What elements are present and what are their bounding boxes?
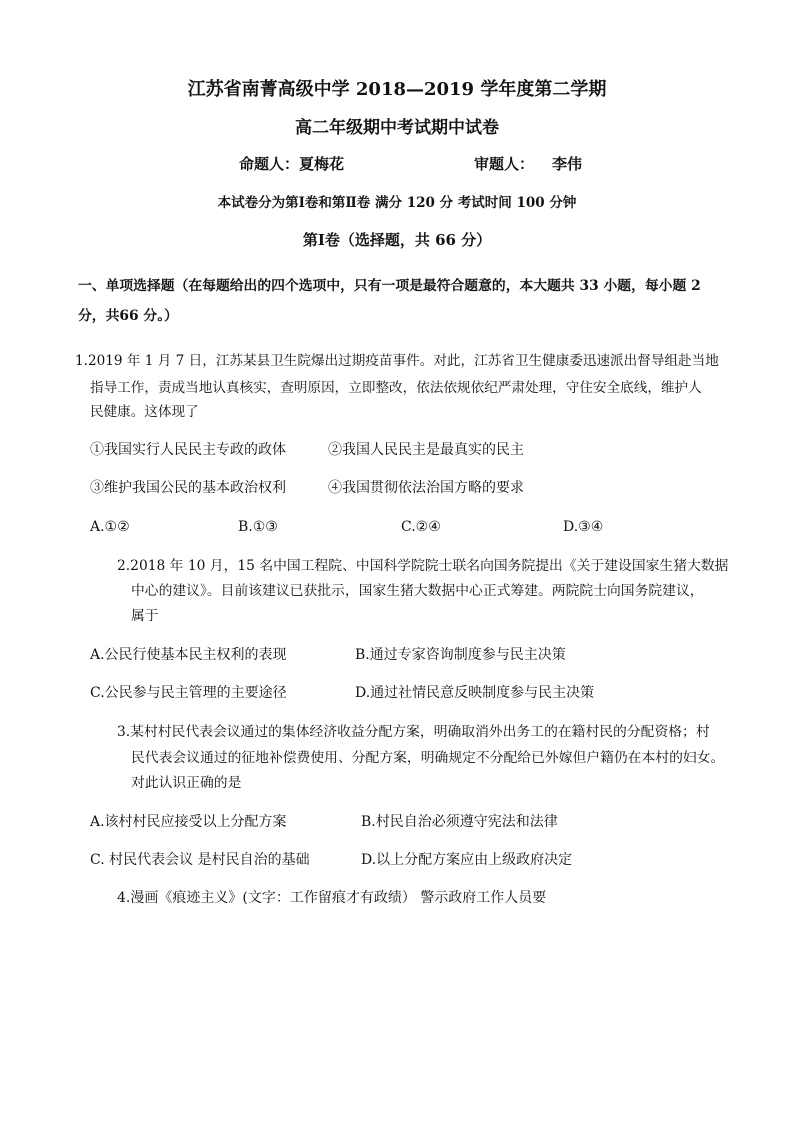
question-1-statement-1: ①我国实行人民民主专政的政体 — [90, 442, 286, 458]
question-3-option-a: A.该村村民应接受以上分配方案 — [90, 814, 287, 830]
question-2-option-a: A.公民行使基本民主权利的表现 — [90, 647, 287, 663]
question-1-option-a: A.①② — [90, 519, 130, 535]
question-1-statement-4: ④我国贯彻依法治国方略的要求 — [328, 480, 524, 496]
question-1-option-d: D.③④ — [563, 519, 604, 535]
question-1-line-1: 1.2019 年 1 月 7 日，江苏某县卫生院爆出过期疫苗事件。对此，江苏省卫生健康委迅速派出督导组赴当地 — [75, 353, 719, 369]
question-4-line-1: 4.漫画《痕迹主义》(文字：工作留痕才有政绩） 警示政府工作人员要 — [117, 890, 547, 906]
question-1-line-2: 指导工作，责成当地认真核实，查明原因，立即整改，依法依规依纪严肃处理，守住安全底线，维护人 — [90, 380, 702, 396]
question-3-option-d: D.以上分配方案应由上级政府决定 — [361, 852, 573, 868]
question-3-line-2: 民代表会议通过的征地补偿费使用、分配方案，明确规定不分配给已外嫁但户籍仍在本村的妇女。 — [131, 750, 725, 766]
exam-info: 本试卷分为第Ⅰ卷和第Ⅱ卷 满分 120 分 考试时间 100 分钟 — [217, 195, 577, 211]
reviewer-name: 李伟 — [552, 155, 583, 173]
question-3-option-c: C. 村民代表会议 是村民自治的基础 — [90, 852, 310, 868]
question-2-line-2: 中心的建议》。目前该建议已获批示，国家生猪大数据中心正式筹建。两院院士向国务院建议， — [131, 583, 704, 599]
part-title: 第Ⅰ卷（选择题，共 66 分） — [302, 231, 492, 249]
question-3-option-b: B.村民自治必须遵守宪法和法律 — [361, 814, 558, 830]
question-2-option-d: D.通过社情民意反映制度参与民主决策 — [355, 685, 595, 701]
question-3-line-3: 对此认识正确的是 — [131, 775, 242, 791]
question-1-statement-3: ③维护我国公民的基本政治权利 — [90, 480, 286, 496]
question-3-line-1: 3.某村村民代表会议通过的集体经济收益分配方案，明确取消外出务工的在籍村民的分配资格；村 — [117, 724, 710, 740]
reviewer-label: 审题人： — [474, 155, 535, 173]
question-1-line-3: 民健康。这体现了 — [90, 404, 199, 420]
author-label: 命题人：夏梅花 — [239, 155, 345, 173]
section-heading-line1: 一、单项选择题（在每题给出的四个选项中，只有一项是最符合题意的，本大题共 33 小题，每小题 2 — [78, 278, 701, 294]
section-heading-line2: 分，共66 分。） — [78, 308, 178, 324]
question-2-line-1: 2.2018 年 10 月，15 名中国工程院、中国科学院院士联名向国务院提出《关于建设国家生猪大数据 — [117, 558, 729, 574]
question-1-option-c: C.②④ — [401, 519, 441, 535]
question-1-option-b: B.①③ — [238, 519, 278, 535]
question-2-option-b: B.通过专家咨询制度参与民主决策 — [355, 647, 566, 663]
question-1-statement-2: ②我国人民民主是最真实的民主 — [328, 442, 524, 458]
question-2-line-3: 属于 — [131, 608, 159, 624]
exam-subtitle: 高二年级期中考试期中试卷 — [295, 118, 499, 138]
exam-title: 江苏省南菁高级中学 2018—2019 学年度第二学期 — [187, 79, 607, 100]
question-2-option-c: C.公民参与民主管理的主要途径 — [90, 685, 287, 701]
